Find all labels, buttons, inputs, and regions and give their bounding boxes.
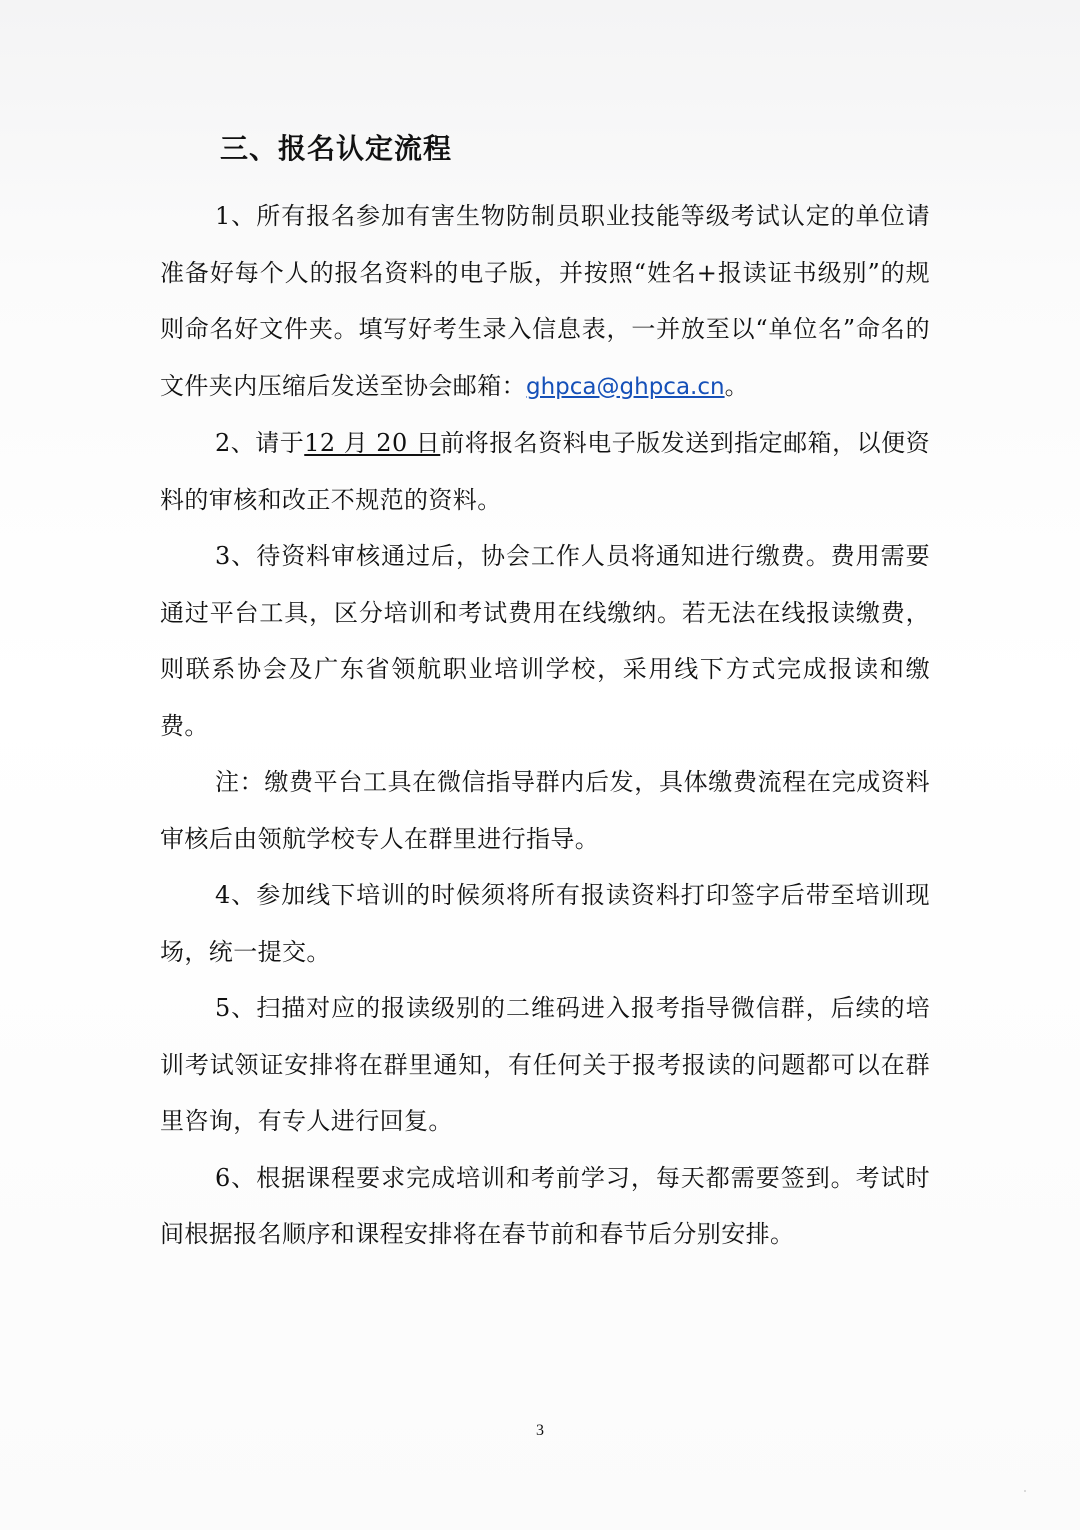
- paragraph-note: 注：缴费平台工具在微信指导群内后发，具体缴费流程在完成资料审核后由领航学校专人在群里进行指导。: [160, 768, 930, 853]
- paragraph-offline-training: 4、参加线下培训的时候须将所有报读资料打印签字后带至培训现场，统一提交。: [160, 881, 930, 966]
- deadline-date: 12 月 20 日: [304, 429, 441, 457]
- paragraph-wechat-group: 5、扫描对应的报读级别的二维码进入报考指导微信群，后续的培训考试领证安排将在群里通知，有任何关于报考报读的问题都可以在群里咨询，有专人进行回复。: [160, 994, 930, 1135]
- paragraph-text: 1、所有报名参加有害生物防制员职业技能等级考试认定的单位请准备好每个人的报名资料的电子版，并按照“姓名+报读证书级别”的规则命名好文件夹。填写好考生录入信息表，一并放至以“单位名”命名的文件夹内压缩后发送至协会邮箱：: [160, 202, 930, 400]
- paragraph-text: 前将报名资料电子版发送到指定邮箱，以便资料的审核和改正不规范的资料。: [160, 429, 930, 514]
- document-content: [160, 122, 930, 1263]
- email-link[interactable]: ghpca@ghpca.cn: [526, 373, 725, 400]
- scan-speck: [1024, 1490, 1026, 1492]
- paragraph-registration-materials: [160, 188, 930, 415]
- paragraph-deadline: [160, 415, 930, 528]
- paragraph-text: 2、请于: [215, 429, 305, 457]
- page-number: 3: [536, 1422, 544, 1439]
- section-heading: 三、报名认定流程: [220, 132, 453, 165]
- paragraph-payment: 3、待资料审核通过后，协会工作人员将通知进行缴费。费用需要通过平台工具，区分培训和考试费用在线缴纳。若无法在线报读缴费，则联系协会及广东省领航职业培训学校，采用线下方式完成报读和缴费。: [160, 542, 930, 740]
- paragraph-punctuation: 。: [724, 371, 749, 400]
- paragraph-course-schedule: 6、根据课程要求完成培训和考前学习，每天都需要签到。考试时间根据报名顺序和课程安排将在春节前和春节后分别安排。: [160, 1163, 930, 1248]
